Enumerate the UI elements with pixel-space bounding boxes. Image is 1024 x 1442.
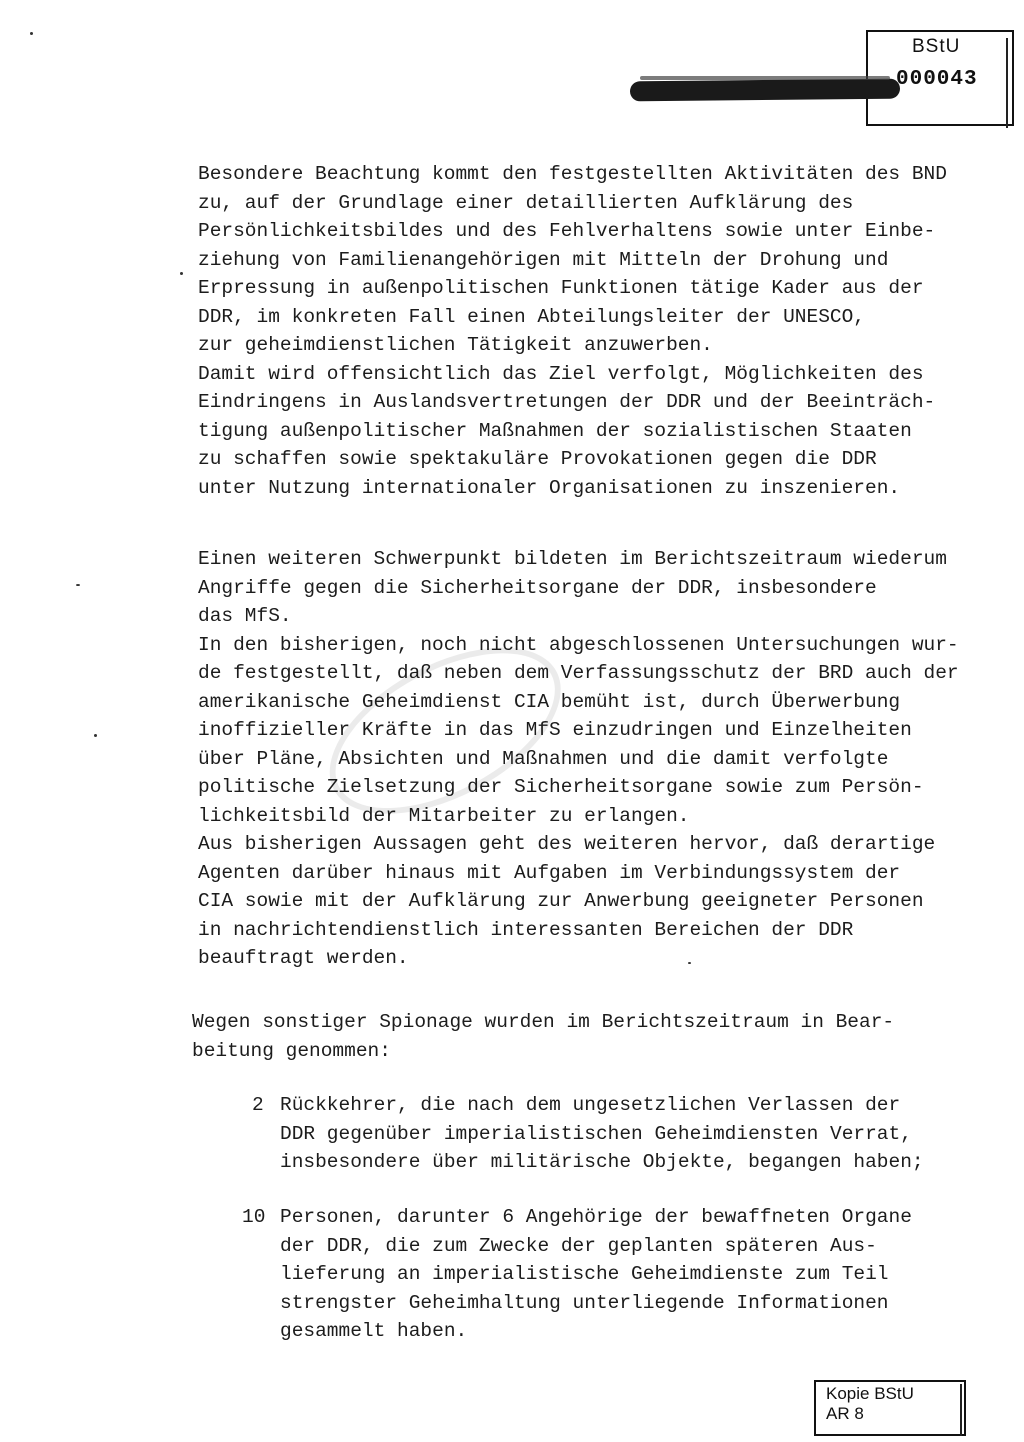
archive-page-number: 000043 — [896, 68, 978, 91]
scan-speck — [94, 734, 97, 737]
archive-stamp-label: BStU — [912, 36, 961, 57]
redaction-hatch — [640, 76, 890, 80]
list-item-text: Rückkehrer, die nach dem ungesetzlichen Verlassen der DDR gegenüber imperialistischen Geheimdiensten Verrat, insbesondere über militärische Objekte, begangen haben; — [280, 1094, 924, 1173]
copy-stamp-margin-line — [960, 1384, 962, 1436]
list-item-number: 2 — [252, 1094, 264, 1116]
stamp-margin-line — [1006, 38, 1008, 128]
list-item-number: 10 — [242, 1206, 266, 1228]
list-item-text: Personen, darunter 6 Angehörige der bewaffneten Organe der DDR, die zum Zwecke der geplanten späteren Aus- lieferung an imperialistische Geheimdienste zum Teil strengster Geheimhaltung unterliegende Informationen gesammelt haben. — [280, 1206, 912, 1342]
scan-speck — [30, 32, 33, 35]
scan-speck — [688, 962, 691, 964]
body-paragraph-3: Wegen sonstiger Spionage wurden im Berichtszeitraum in Bear- beitung genommen: — [192, 1011, 895, 1062]
body-paragraph-1: Besondere Beachtung kommt den festgestellten Aktivitäten des BND zu, auf der Grundlage einer detaillierten Aufklärung des Persönlichkeitsbildes und des Fehlverhaltens sowie unter Einbe- ziehung von Familienangehörigen mit Mitteln der Drohung und Erpressung in außenpolitischen Funktionen tätige Kader aus der DDR, im konkreten Fall einen Abteilungsleiter der UNESCO, zur geheimdienstlichen Tätigkeit anzuwerben. Damit wird offensichtlich das Ziel verfolgt, Möglichkeiten des Eindringens in Auslandsvertretungen der DDR und der Beeinträch- tigung außenpolitischer Maßnahmen der sozialistischen Staaten zu schaffen sowie spektakuläre Provokationen gegen die DDR unter Nutzung internationaler Organisationen zu inszenieren. — [198, 163, 947, 499]
copy-stamp-line: Kopie BStU — [826, 1384, 914, 1403]
copy-stamp-line: AR 8 — [826, 1404, 864, 1423]
body-paragraph-2: Einen weiteren Schwerpunkt bildeten im Berichtszeitraum wiederum Angriffe gegen die Sicherheitsorgane der DDR, insbesondere das MfS. In den bisherigen, noch nicht abgeschlossenen Untersuchungen wur- de festgestellt, daß neben dem Verfassungsschutz der BRD auch der amerikanische Geheimdienst CIA bemüht ist, durch Überwerbung inoffizieller Kräfte in das MfS einzudringen und Einzelheiten über Pläne, Absichten und Maßnahmen und die damit verfolgte politische Zielsetzung der Sicherheitsorgane sowie zum Persön- lichkeitsbild der Mitarbeiter zu erlangen. Aus bisherigen Aussagen geht des weiteren hervor, daß derartige Agenten darüber hinaus mit Aufgaben im Verbindungssystem der CIA sowie mit der Aufklärung zur Anwerbung geeigneter Personen in nachrichtendienstlich interessanten Bereichen der DDR beauftragt werden. — [198, 548, 959, 969]
scan-speck — [180, 272, 183, 275]
scan-speck — [76, 584, 80, 586]
redaction-bar — [630, 79, 900, 102]
